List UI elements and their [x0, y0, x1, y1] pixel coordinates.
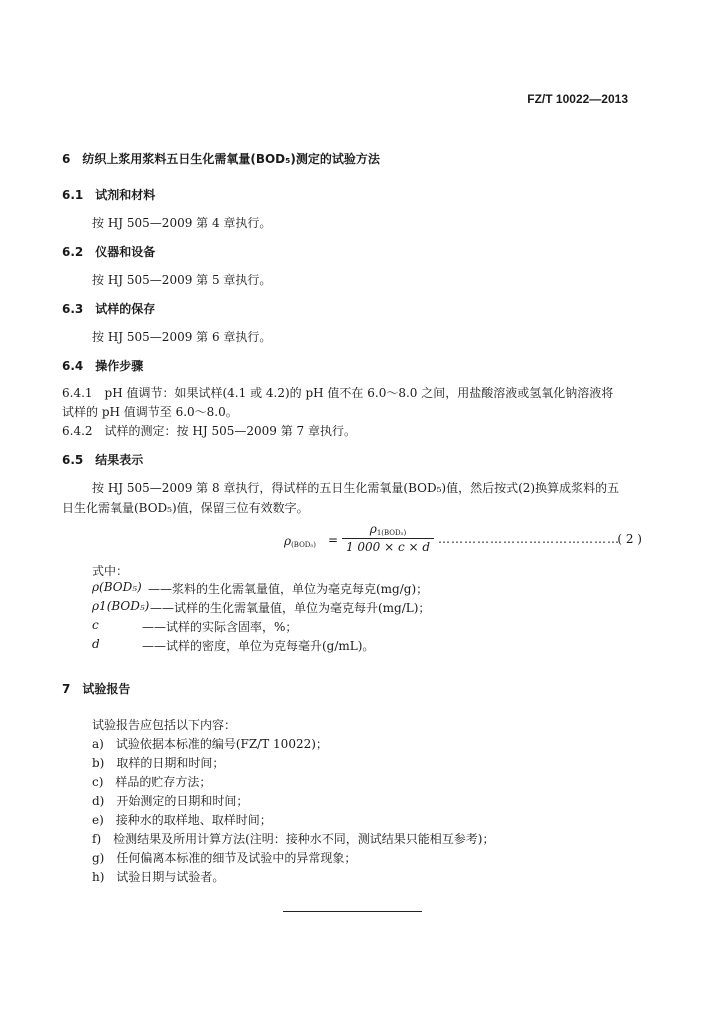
report-item: a) 试验依据本标准的编号(FZ/T 10022)； [92, 737, 328, 751]
section-6-5-line2: 日生化需氧量(BOD₅)值，保留三位有效数字。 [62, 501, 309, 515]
section-6-2-title: 6.2 仪器和设备 [62, 245, 156, 259]
section-7-intro: 试验报告应包括以下内容： [92, 718, 237, 732]
where-desc: ——试样的实际含固率，%； [142, 620, 298, 634]
formula-numerator: $\rho_{1(BOD_5)}$ [369, 522, 407, 537]
report-item: b) 取样的日期和时间； [92, 756, 225, 770]
where-desc: ——浆料的生化需氧量值，单位为毫克每克(mg/g)； [148, 582, 429, 596]
standard-number: FZ/T 10022—2013 [527, 92, 628, 106]
section-6-1-title: 6.1 试剂和材料 [62, 188, 156, 202]
fraction-bar [342, 538, 434, 539]
section-6-3-body: 按 HJ 505—2009 第 6 章执行。 [92, 330, 272, 344]
formula-leader-dots: …………………………………… [438, 532, 620, 546]
formula-lhs: $\rho_{(BOD_5)}$ [284, 534, 316, 549]
section-6-1-body: 按 HJ 505—2009 第 4 章执行。 [92, 216, 272, 230]
section-6-4-1-line2: 试样的 pH 值调节至 6.0～8.0。 [62, 405, 238, 419]
where-desc: ——试样的生化需氧量值，单位为毫克每升(mg/L)； [150, 601, 431, 615]
where-symbol: ρ(BOD₅) [92, 580, 142, 594]
where-symbol: ρ1(BOD₅) [92, 599, 150, 613]
where-label: 式中： [92, 564, 129, 578]
formula-number: ( 2 ) [617, 532, 642, 546]
where-desc: ——试样的密度，单位为克每毫升(g/mL)。 [142, 639, 375, 653]
section-7-title: 7 试验报告 [62, 682, 131, 696]
section-6-4-1-line1: 6.4.1 pH 值调节：如果试样(4.1 或 4.2)的 pH 值不在 6.0～8.0 之间，用盐酸溶液或氢氧化钠溶液将 [62, 386, 614, 400]
report-item: c) 样品的贮存方法； [92, 775, 212, 789]
section-6-2-body: 按 HJ 505—2009 第 5 章执行。 [92, 273, 272, 287]
report-item: g) 任何偏离本标准的细节及试验中的异常现象； [92, 851, 357, 865]
section-6-5-title: 6.5 结果表示 [62, 453, 144, 467]
formula-2 [284, 524, 434, 554]
section-6-5-line1: 按 HJ 505—2009 第 8 章执行，得试样的五日生化需氧量(BOD₅)值，然后按式(2)换算成浆料的五 [92, 481, 620, 495]
section-6-4-2: 6.4.2 试样的测定：按 HJ 505—2009 第 7 章执行。 [62, 424, 356, 438]
formula-equals: = [328, 533, 339, 547]
formula-denominator: 1 000 × c × d [345, 540, 431, 554]
report-item: e) 接种水的取样地、取样时间； [92, 813, 272, 827]
report-item: h) 试验日期与试验者。 [92, 870, 225, 884]
where-symbol: c [92, 618, 99, 632]
section-6-title: 6 纺织上浆用浆料五日生化需氧量(BOD₅)测定的试验方法 [62, 152, 380, 166]
section-6-4-title: 6.4 操作步骤 [62, 359, 144, 373]
report-item: d) 开始测定的日期和时间； [92, 794, 249, 808]
section-6-3-title: 6.3 试样的保存 [62, 302, 156, 316]
where-symbol: d [92, 637, 100, 651]
report-item: f) 检测结果及所用计算方法(注明：接种水不同，测试结果只能相互参考)； [92, 832, 495, 846]
end-rule [283, 911, 422, 912]
